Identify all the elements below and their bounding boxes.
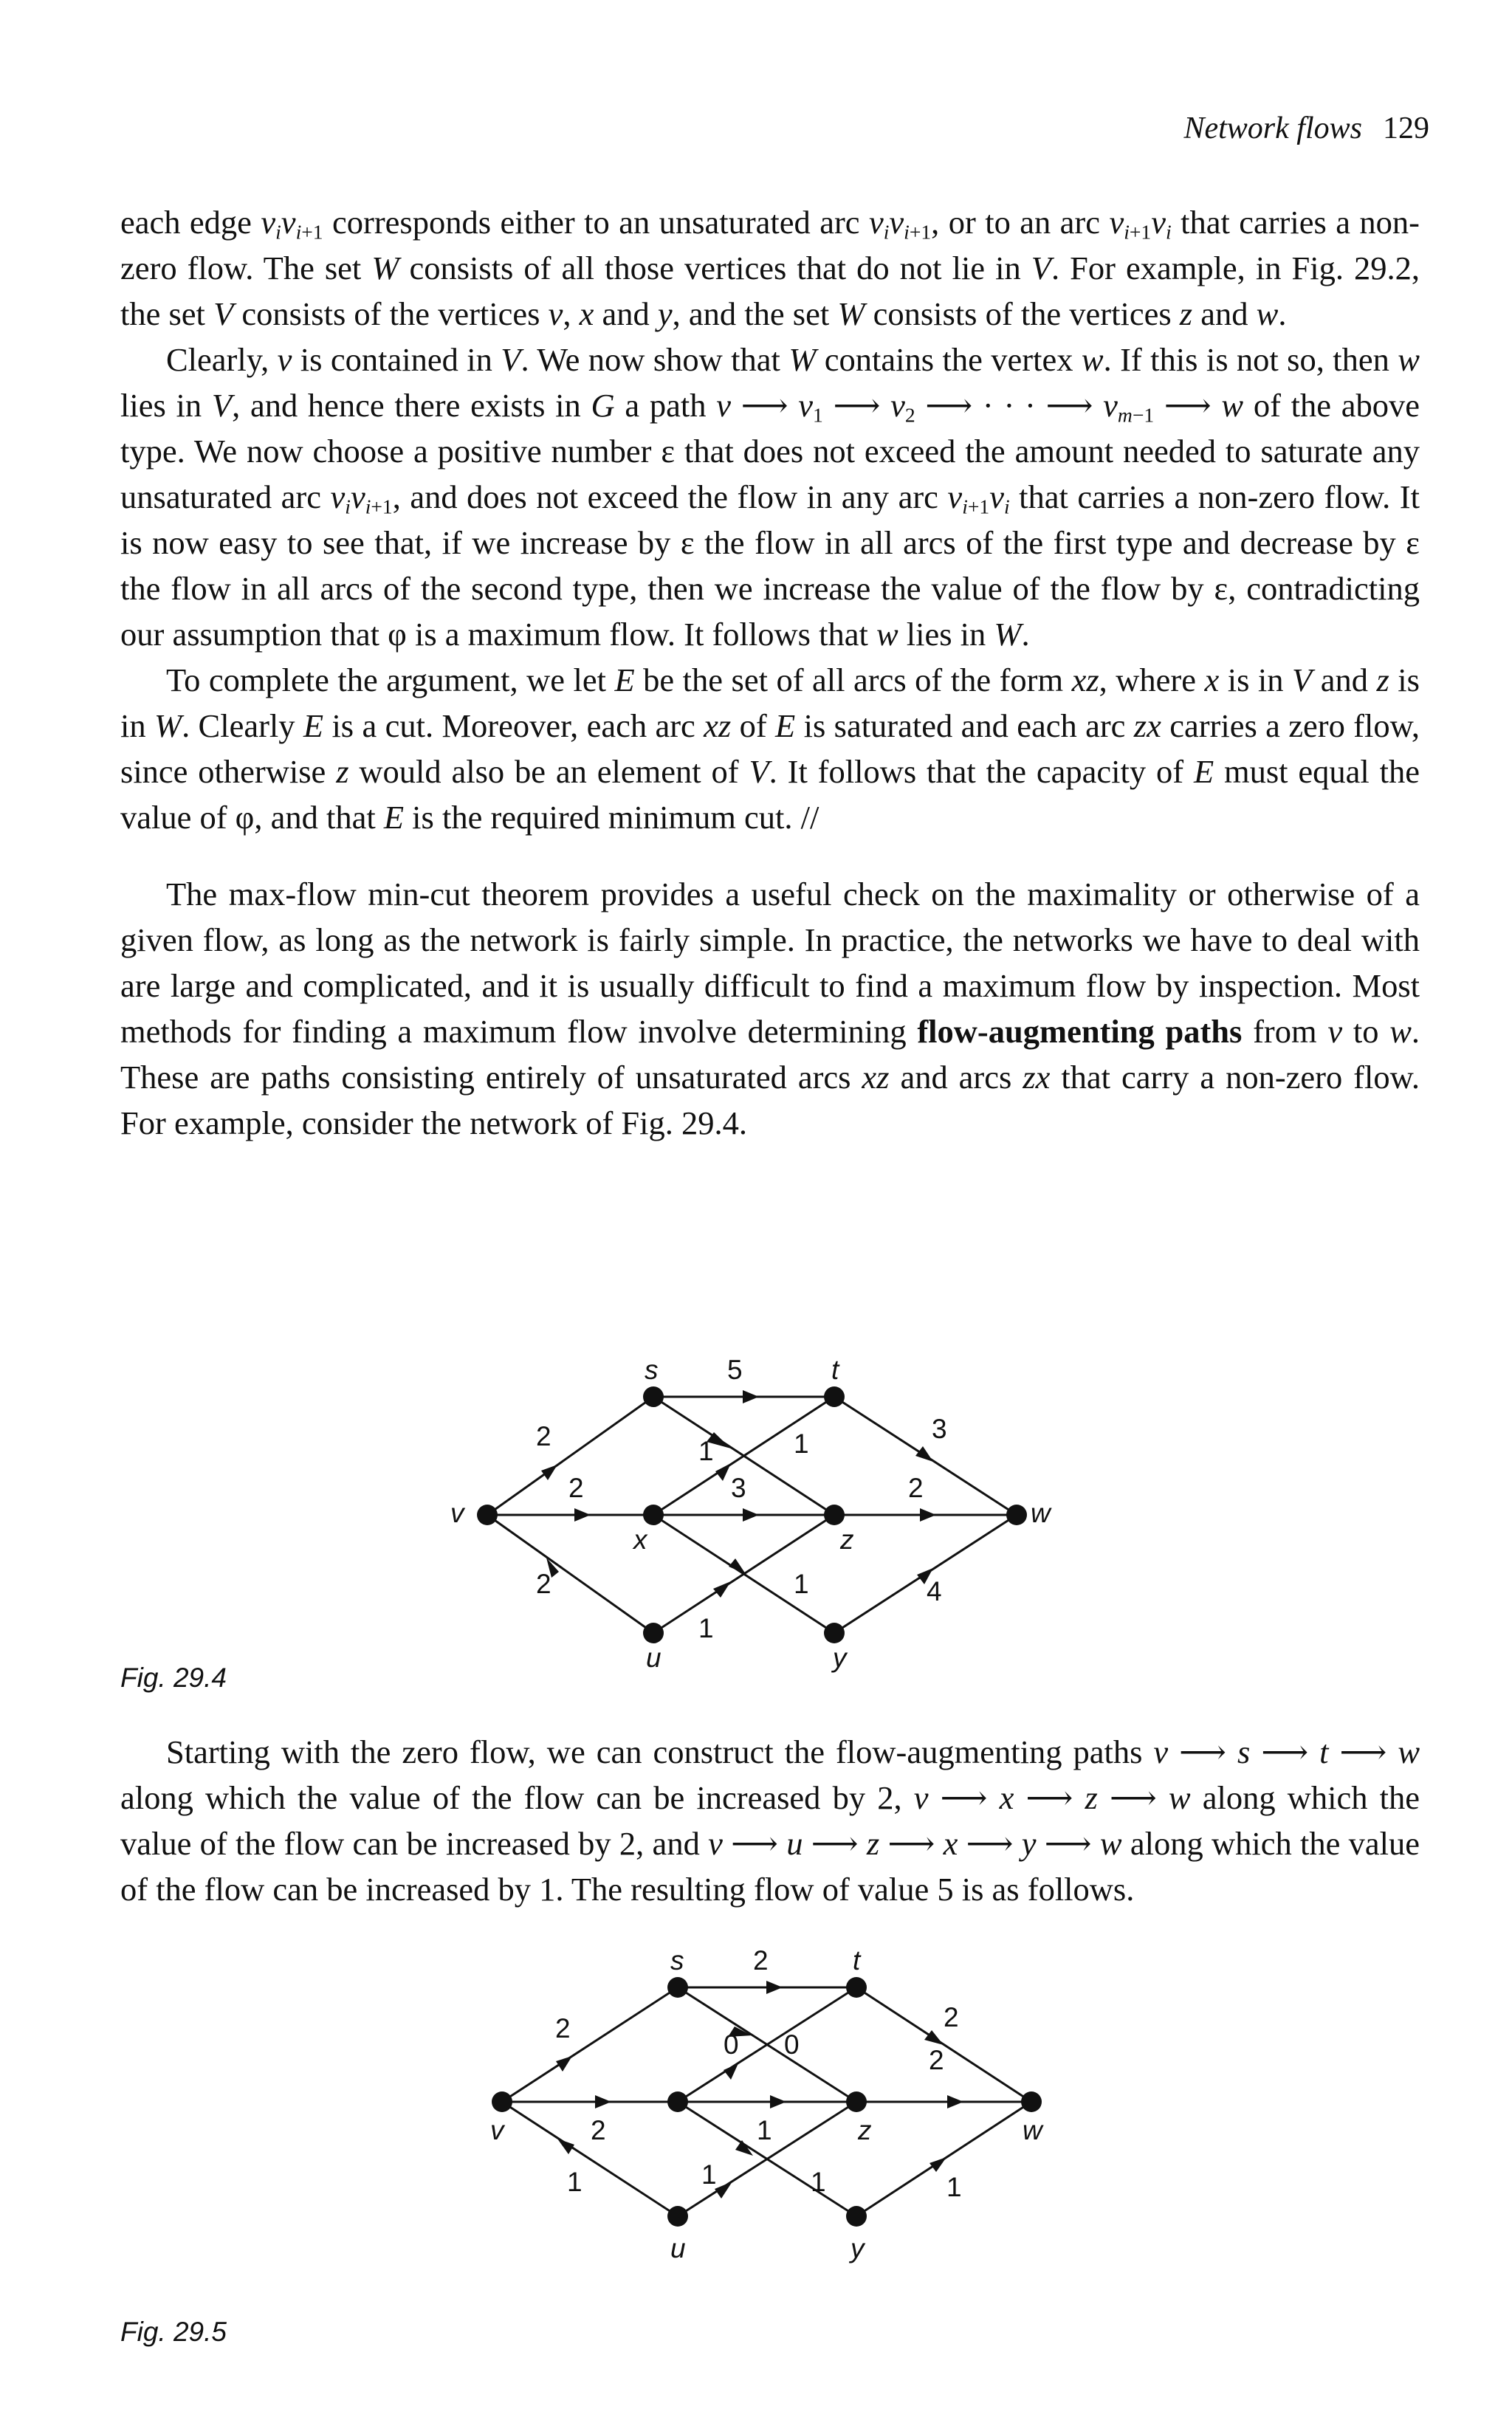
fig2-label: w — [1023, 2115, 1042, 2145]
fig1-label: 1 — [794, 1429, 809, 1459]
fig2-label: 2 — [753, 1945, 769, 1976]
fig2-label: 1 — [757, 2115, 772, 2145]
fig2-label: u — [670, 2233, 686, 2263]
fig2-label: 2 — [929, 2045, 944, 2075]
fig2-label: 0 — [784, 2029, 800, 2060]
fig2-label: z — [858, 2115, 872, 2145]
fig1-label: z — [840, 1524, 854, 1555]
fig1-label: 1 — [794, 1569, 809, 1599]
paragraph: Starting with the zero flow, we can construct the flow-augmenting paths v ⟶ s ⟶ t ⟶ w along which the value of the flow can be increased by 2, v ⟶ x ⟶ z ⟶ w along which the value of the flow can be increased by 2, and v ⟶ u ⟶ z ⟶ x ⟶ y ⟶ w along which the value of the flow can be increased by 1. The resulting flow of value 5 is as follows. — [120, 1733, 1420, 1908]
fig2-label: 1 — [946, 2172, 962, 2202]
fig1-label: 3 — [731, 1473, 746, 1503]
fig2-label: y — [850, 2233, 865, 2263]
fig2-label: s — [670, 1945, 684, 1976]
header-title: Network flows — [1183, 111, 1362, 145]
fig2-label: 2 — [555, 2013, 571, 2043]
fig1-label: s — [645, 1355, 659, 1385]
fig2-label: v — [490, 2115, 504, 2145]
network-figure-29-4 — [450, 1355, 1052, 1673]
fig1-label: x — [633, 1524, 647, 1555]
fig2-label: 1 — [567, 2167, 583, 2197]
figure-caption-29-4: Fig. 29.4 — [120, 1663, 227, 1693]
fig1-label: t — [831, 1355, 839, 1385]
fig1-label: 3 — [932, 1414, 947, 1444]
fig1-label: u — [646, 1643, 662, 1673]
fig1-label: 4 — [927, 1576, 942, 1606]
fig2-label: 2 — [591, 2115, 606, 2145]
fig1-label: 5 — [727, 1355, 743, 1385]
fig2-label: t — [853, 1945, 861, 1976]
fig1-label: y — [833, 1643, 847, 1673]
paragraph: To complete the argument, we let E be the set of all arcs of the form xz, where x is in V and z is in W. Clearly E is a cut. Moreover, each arc xz of E is saturated and each arc zx carries a zero flow, since otherwise z would also be an element of V. It follows that the capacity of E must equal the value of φ, and that E is the required minimum cut. // — [120, 661, 1420, 836]
fig1-label: 1 — [698, 1436, 714, 1466]
fig2-label: 1 — [701, 2159, 717, 2190]
paragraph: The max-flow min-cut theorem provides a useful check on the maximality or otherwise of a given flow, as long as the network is fairly simple. In practice, the networks we have to deal with are large and complicated, and it is usually difficult to find a maximum flow by inspection. Most methods for finding a maximum flow involve determining flow-augmenting paths from v to w. These are paths consisting entirely of unsaturated arcs xz and arcs zx that carry a non-zero flow. For example, consider the network of Fig. 29.4. — [120, 876, 1420, 1141]
page-number: 129 — [1383, 111, 1429, 145]
fig1-label: w — [1031, 1498, 1051, 1528]
fig2-label: 0 — [724, 2029, 739, 2060]
fig2-label: 2 — [944, 2002, 959, 2032]
fig1-label: 2 — [908, 1473, 924, 1503]
fig1-label: 2 — [536, 1421, 551, 1451]
fig2-label: 1 — [811, 2167, 826, 2197]
paragraph: each edge $v_iv_{i+1}$ corresponds either to an unsaturated arc $v_iv_{i+1}$, or to an arc $v_{i+1}v_i$ that carries a non-zero flow. The set W consists of all those vertices that do not lie in V. For example, in Fig. 29.2, the set V consists of the vertices v, x and y, and the set W consists of the vertices z and w. — [120, 204, 1420, 332]
fig1-label: 2 — [536, 1569, 551, 1599]
paragraph: Clearly, v is contained in V. We now show that W contains the vertex w. If this is not so, then w lies in V, and hence there exists in G a path v ⟶ $v_1$ ⟶ $v_2$ ⟶ · · · ⟶ $v_{m-1}$ ⟶ w of the above type. We now choose a positive number ε that does not exceed the amount needed to saturate any unsaturated arc $v_iv_{i+1}$, and does not exceed the flow in any arc $v_{i+1}v_i$ that carries a non-zero flow. It is now easy to see that, if we increase by ε the flow in all arcs of the first type and decrease by ε the flow in all arcs of the second type, then we increase the value of the flow by ε, contradicting our assumption that φ is a maximum flow. It follows that w lies in W. — [120, 341, 1420, 653]
fig1-label: 1 — [698, 1613, 714, 1643]
network-figure-29-5 — [490, 1945, 1044, 2263]
fig1-label: v — [450, 1498, 464, 1528]
figure-caption-29-5: Fig. 29.5 — [120, 2317, 227, 2347]
fig1-label: 2 — [568, 1473, 584, 1503]
